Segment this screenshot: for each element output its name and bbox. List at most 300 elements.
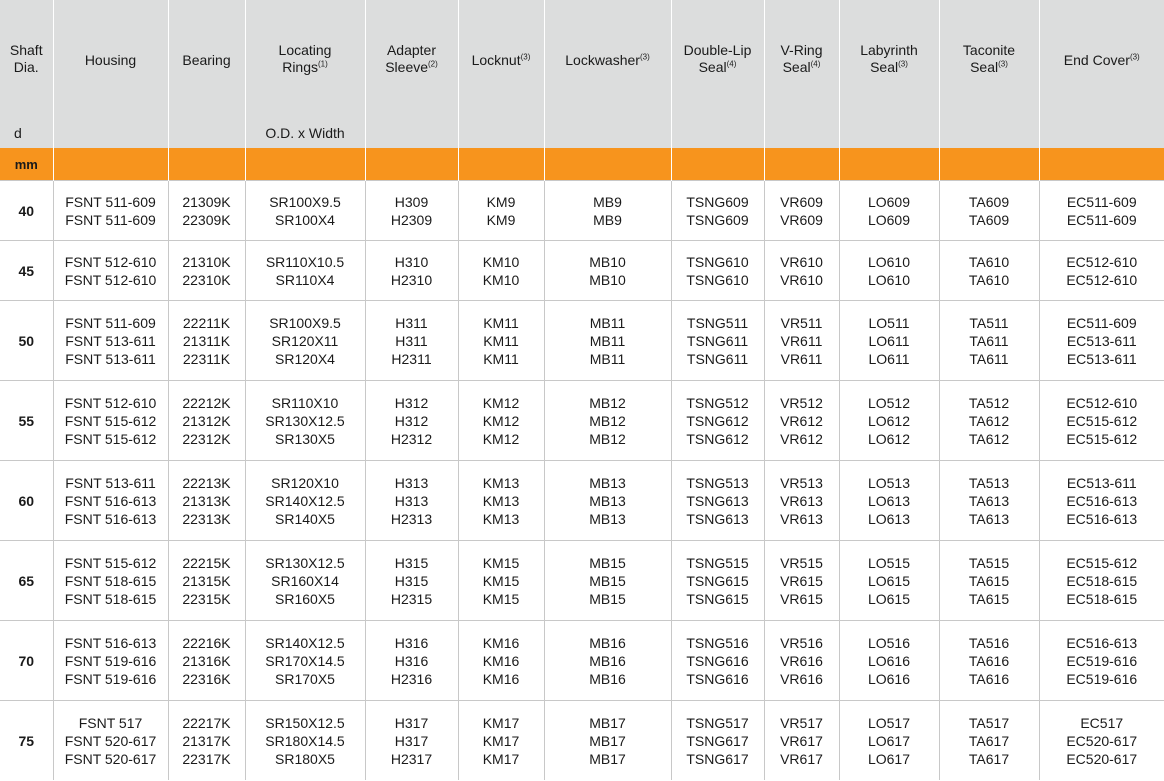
rings-value: SR160X14 <box>271 572 339 589</box>
dlseal-value: TSNG513 <box>686 474 749 491</box>
header-locknut <box>458 0 544 148</box>
shaft-diameter-cell: 50 <box>0 301 53 381</box>
rings-value: SR160X5 <box>275 590 335 607</box>
sleeve-value: H313 <box>394 492 429 509</box>
rings-value: SR130X12.5 <box>265 554 345 571</box>
shaft-diameter-cell: 55 <box>0 381 53 461</box>
units-cell <box>764 148 839 181</box>
taco-value: TA610 <box>968 253 1010 270</box>
units-cell <box>365 148 458 181</box>
table-row <box>0 541 1164 621</box>
washer-cell <box>544 621 671 701</box>
taco-value: TA615 <box>968 590 1010 607</box>
dlseal-value: TSNG615 <box>686 590 749 607</box>
laby-value: LO617 <box>867 732 911 749</box>
washer-cell <box>544 381 671 461</box>
header-dlseal-line1: Double-Lip <box>683 42 752 58</box>
header-vring-line2: Seal <box>782 59 811 75</box>
cover-cell <box>1039 701 1164 781</box>
cover-value: EC516-613 <box>1066 634 1138 651</box>
housing-cell <box>53 301 168 381</box>
bearing-value: 21312K <box>182 412 231 429</box>
table-row <box>0 241 1164 301</box>
vring-value: VR612 <box>780 430 823 447</box>
laby-value: LO615 <box>867 590 911 607</box>
cover-value: EC515-612 <box>1066 412 1138 429</box>
bearing-value: 22310K <box>182 271 231 288</box>
rings-value: SR100X9.5 <box>269 193 341 210</box>
sleeve-value: H2316 <box>390 670 433 687</box>
sleeve-value: H312 <box>394 412 429 429</box>
cover-value: EC513-611 <box>1066 474 1137 491</box>
housing-value: FSNT 513-611 <box>65 332 156 349</box>
taco-value: TA610 <box>968 271 1010 288</box>
bearing-cell <box>168 301 245 381</box>
header-vring-footnote: (4) <box>810 59 821 69</box>
cover-value: EC519-616 <box>1066 652 1138 669</box>
locknut-cell <box>458 701 544 781</box>
dlseal-cell <box>671 701 764 781</box>
header-double-lip-seal <box>671 0 764 148</box>
housing-value: FSNT 512-610 <box>64 271 157 288</box>
taco-value: TA515 <box>968 554 1010 571</box>
rings-value: SR120X4 <box>275 350 335 367</box>
vring-value: VR613 <box>780 510 823 527</box>
housing-value: FSNT 515-612 <box>64 430 157 447</box>
sleeve-cell <box>365 621 458 701</box>
bearing-value: 22212K <box>182 394 231 411</box>
sleeve-value: H315 <box>394 554 429 571</box>
bearing-value: 21316K <box>182 652 231 669</box>
dlseal-value: TSNG613 <box>686 492 749 509</box>
dlseal-cell <box>671 241 764 301</box>
cover-value: EC517 <box>1080 714 1124 731</box>
units-cell <box>168 148 245 181</box>
header-taco-line1: Taconite <box>962 42 1016 58</box>
laby-value: LO511 <box>868 314 910 331</box>
locknut-value: KM12 <box>482 394 520 411</box>
washer-value: MB17 <box>589 714 626 731</box>
locknut-value: KM16 <box>482 652 520 669</box>
taco-cell <box>939 301 1039 381</box>
housing-value: FSNT 520-617 <box>64 732 157 749</box>
sleeve-value: H2309 <box>390 211 433 228</box>
header-cover-label: End Cover <box>1063 52 1130 68</box>
vring-cell <box>764 701 839 781</box>
rings-cell <box>245 241 365 301</box>
vring-value: VR515 <box>780 554 823 571</box>
bearing-value: 21311K <box>182 332 231 349</box>
header-taco-footnote: (3) <box>998 59 1008 69</box>
vring-value: VR609 <box>780 211 823 228</box>
housing-cell <box>53 541 168 621</box>
cover-cell <box>1039 541 1164 621</box>
header-cover-footnote: (3) <box>1129 52 1140 62</box>
washer-value: MB9 <box>593 211 622 228</box>
dlseal-value: TSNG611 <box>686 350 749 367</box>
rings-value: SR180X5 <box>275 750 335 767</box>
laby-value: LO613 <box>867 510 911 527</box>
laby-value: LO616 <box>867 652 911 669</box>
locknut-value: KM16 <box>482 670 520 687</box>
cover-value: EC515-612 <box>1066 430 1138 447</box>
washer-value: MB17 <box>589 732 626 749</box>
dlseal-cell <box>671 461 764 541</box>
bearing-value: 22213K <box>182 474 231 491</box>
washer-value: MB12 <box>589 412 626 429</box>
taco-value: TA611 <box>969 332 1009 349</box>
dlseal-cell <box>671 181 764 241</box>
dlseal-value: TSNG609 <box>686 211 749 228</box>
sleeve-value: H311 <box>395 314 428 331</box>
units-row <box>0 148 1164 181</box>
shaft-diameter-cell: 75 <box>0 701 53 781</box>
dlseal-value: TSNG517 <box>686 714 749 731</box>
housing-cell <box>53 621 168 701</box>
header-dlseal-footnote: (4) <box>726 59 737 69</box>
sleeve-value: H310 <box>394 253 429 270</box>
housing-value: FSNT 520-617 <box>64 750 157 767</box>
taco-value: TA617 <box>968 732 1010 749</box>
locknut-value: KM10 <box>482 253 520 270</box>
vring-value: VR516 <box>780 634 823 651</box>
table-row <box>0 461 1164 541</box>
header-laby-footnote: (3) <box>898 59 908 69</box>
dlseal-value: TSNG617 <box>686 732 749 749</box>
table-row <box>0 381 1164 461</box>
washer-value: MB10 <box>589 253 626 270</box>
dlseal-value: TSNG516 <box>686 634 749 651</box>
taco-value: TA512 <box>968 394 1010 411</box>
vring-cell <box>764 461 839 541</box>
laby-cell <box>839 461 939 541</box>
washer-cell <box>544 241 671 301</box>
bearing-value: 22215K <box>182 554 231 571</box>
washer-cell <box>544 541 671 621</box>
dlseal-value: TSNG615 <box>686 572 749 589</box>
washer-value: MB13 <box>589 474 626 491</box>
sleeve-value: H2313 <box>390 510 433 527</box>
header-sleeve-line2: Sleeve <box>385 59 429 75</box>
housing-value: FSNT 515-612 <box>64 554 157 571</box>
rings-cell <box>245 621 365 701</box>
bearing-value: 22217K <box>182 714 231 731</box>
dlseal-value: TSNG612 <box>686 412 749 429</box>
vring-cell <box>764 301 839 381</box>
bearing-cell <box>168 461 245 541</box>
locknut-value: KM11 <box>483 314 519 331</box>
header-adapter-sleeve <box>365 0 458 148</box>
locknut-value: KM17 <box>482 732 520 749</box>
sleeve-value: H312 <box>394 394 429 411</box>
rings-value: SR130X12.5 <box>265 412 345 429</box>
taco-cell <box>939 621 1039 701</box>
header-rings-line1: Locating <box>278 42 332 58</box>
locknut-value: KM11 <box>483 350 519 367</box>
bearing-value: 22311K <box>182 350 231 367</box>
washer-value: MB13 <box>589 492 626 509</box>
rings-cell <box>245 181 365 241</box>
sleeve-value: H2317 <box>390 750 433 767</box>
washer-value: MB9 <box>593 193 622 210</box>
vring-value: VR610 <box>780 253 823 270</box>
header-end-cover <box>1039 0 1164 148</box>
vring-cell <box>764 621 839 701</box>
header-lockwasher <box>544 0 671 148</box>
taco-value: TA612 <box>968 430 1010 447</box>
housing-value: FSNT 511-609 <box>65 314 156 331</box>
rings-value: SR110X10.5 <box>265 253 345 270</box>
laby-cell <box>839 621 939 701</box>
table-body <box>0 181 1164 781</box>
sleeve-cell <box>365 241 458 301</box>
housing-cell <box>53 461 168 541</box>
taco-value: TA516 <box>968 634 1010 651</box>
rings-value: SR120X10 <box>271 474 339 491</box>
table-header-row <box>0 0 1164 148</box>
taco-value: TA617 <box>968 750 1010 767</box>
table-row <box>0 701 1164 781</box>
cover-value: EC518-615 <box>1066 590 1138 607</box>
sleeve-cell <box>365 541 458 621</box>
vring-value: VR611 <box>780 332 823 349</box>
housing-value: FSNT 513-611 <box>65 350 156 367</box>
header-washer-footnote: (3) <box>639 52 650 62</box>
rings-value: SR110X10 <box>271 394 339 411</box>
housing-value: FSNT 517 <box>78 714 143 731</box>
cover-cell <box>1039 181 1164 241</box>
units-cell <box>544 148 671 181</box>
cover-cell <box>1039 301 1164 381</box>
header-rings-subtitle: O.D. x Width <box>265 125 345 141</box>
locknut-value: KM9 <box>486 193 516 210</box>
bearing-value: 21309K <box>182 193 231 210</box>
laby-value: LO609 <box>867 211 911 228</box>
locknut-cell <box>458 181 544 241</box>
cover-cell <box>1039 621 1164 701</box>
washer-value: MB13 <box>589 510 626 527</box>
shaft-diameter-cell: 65 <box>0 541 53 621</box>
locknut-cell <box>458 241 544 301</box>
taco-value: TA615 <box>968 572 1010 589</box>
vring-value: VR610 <box>780 271 823 288</box>
cover-cell <box>1039 381 1164 461</box>
sleeve-cell <box>365 381 458 461</box>
dlseal-value: TSNG616 <box>686 670 749 687</box>
header-laby-line2: Seal <box>870 59 899 75</box>
dlseal-value: TSNG616 <box>686 652 749 669</box>
housing-value: FSNT 518-615 <box>64 572 157 589</box>
dlseal-value: TSNG512 <box>686 394 749 411</box>
taco-value: TA609 <box>968 211 1010 228</box>
sleeve-value: H316 <box>394 652 429 669</box>
header-sleeve-footnote: (2) <box>428 59 438 69</box>
dlseal-value: TSNG613 <box>686 510 749 527</box>
header-bearing <box>168 0 245 148</box>
header-rings-footnote: (1) <box>318 59 328 69</box>
vring-value: VR616 <box>780 652 823 669</box>
sleeve-value: H317 <box>394 714 429 731</box>
laby-value: LO513 <box>867 474 911 491</box>
header-labyrinth-seal <box>839 0 939 148</box>
housing-value: FSNT 513-611 <box>65 474 156 491</box>
taco-cell <box>939 541 1039 621</box>
washer-value: MB11 <box>589 314 626 331</box>
bearing-value: 22313K <box>182 510 231 527</box>
sleeve-value: H2315 <box>390 590 433 607</box>
dlseal-value: TSNG611 <box>686 332 749 349</box>
washer-value: MB11 <box>589 332 626 349</box>
rings-value: SR120X11 <box>271 332 339 349</box>
laby-cell <box>839 181 939 241</box>
cover-cell <box>1039 461 1164 541</box>
vring-value: VR512 <box>780 394 823 411</box>
header-laby-line1: Labyrinth <box>860 42 918 58</box>
rings-value: SR180X14.5 <box>265 732 345 749</box>
cover-value: EC519-616 <box>1066 670 1138 687</box>
locknut-value: KM13 <box>482 474 520 491</box>
bearing-value: 21310K <box>182 253 231 270</box>
housing-value: FSNT 512-610 <box>64 394 157 411</box>
dlseal-value: TSNG610 <box>686 271 749 288</box>
rings-cell <box>245 381 365 461</box>
laby-value: LO613 <box>867 492 911 509</box>
housing-cell <box>53 381 168 461</box>
table-row <box>0 301 1164 381</box>
cover-cell <box>1039 241 1164 301</box>
housing-value: FSNT 518-615 <box>64 590 157 607</box>
locknut-value: KM13 <box>482 492 520 509</box>
header-taco-line2: Seal <box>970 59 999 75</box>
sleeve-value: H2312 <box>390 430 433 447</box>
taco-value: TA612 <box>968 412 1010 429</box>
header-dlseal-line2: Seal <box>698 59 727 75</box>
header-shaft-line2: Dia. <box>13 59 39 75</box>
rings-value: SR140X12.5 <box>265 492 345 509</box>
laby-cell <box>839 541 939 621</box>
bearing-value: 22211K <box>182 314 231 331</box>
washer-value: MB12 <box>589 430 626 447</box>
dlseal-cell <box>671 541 764 621</box>
housing-value: FSNT 511-609 <box>65 211 156 228</box>
vring-value: VR617 <box>780 732 823 749</box>
bearing-value: 22317K <box>182 750 231 767</box>
shaft-diameter-cell: 40 <box>0 181 53 241</box>
bearing-value: 21315K <box>182 572 231 589</box>
locknut-value: KM11 <box>483 332 519 349</box>
washer-value: MB17 <box>589 750 626 767</box>
taco-value: TA616 <box>968 670 1010 687</box>
housing-cell <box>53 241 168 301</box>
rings-value: SR150X12.5 <box>265 714 345 731</box>
cover-value: EC515-612 <box>1066 554 1138 571</box>
taco-value: TA511 <box>969 314 1009 331</box>
sleeve-value: H315 <box>394 572 429 589</box>
bearing-cell <box>168 181 245 241</box>
housing-value: FSNT 519-616 <box>64 670 157 687</box>
bearing-value: 22216K <box>182 634 231 651</box>
sleeve-value: H2311 <box>391 350 432 367</box>
dlseal-value: TSNG511 <box>686 314 749 331</box>
table-row <box>0 181 1164 241</box>
dlseal-cell <box>671 621 764 701</box>
rings-value: SR140X5 <box>275 510 335 527</box>
bearing-value: 22312K <box>182 430 231 447</box>
laby-cell <box>839 701 939 781</box>
shaft-diameter-cell: 70 <box>0 621 53 701</box>
taco-cell <box>939 701 1039 781</box>
housing-cell <box>53 701 168 781</box>
vring-value: VR517 <box>780 714 823 731</box>
vring-cell <box>764 181 839 241</box>
vring-value: VR611 <box>780 350 823 367</box>
dlseal-cell <box>671 301 764 381</box>
vring-value: VR513 <box>780 474 823 491</box>
washer-value: MB15 <box>589 590 626 607</box>
washer-value: MB16 <box>589 634 626 651</box>
rings-value: SR100X4 <box>275 211 335 228</box>
vring-value: VR511 <box>780 314 823 331</box>
laby-value: LO616 <box>867 670 911 687</box>
bearing-cell <box>168 541 245 621</box>
laby-value: LO515 <box>867 554 911 571</box>
housing-value: FSNT 516-613 <box>64 492 157 509</box>
units-cell <box>245 148 365 181</box>
dlseal-value: TSNG610 <box>686 253 749 270</box>
header-shaft-line1: Shaft <box>9 42 43 58</box>
taco-value: TA611 <box>969 350 1009 367</box>
units-cell <box>53 148 168 181</box>
units-cell <box>939 148 1039 181</box>
sleeve-cell <box>365 181 458 241</box>
cover-value: EC512-610 <box>1066 394 1138 411</box>
cover-value: EC513-611 <box>1066 350 1137 367</box>
vring-cell <box>764 381 839 461</box>
vring-value: VR612 <box>780 412 823 429</box>
washer-value: MB16 <box>589 652 626 669</box>
units-label: mm <box>0 148 53 181</box>
vring-value: VR615 <box>780 590 823 607</box>
cover-value: EC520-617 <box>1066 750 1138 767</box>
cover-value: EC518-615 <box>1066 572 1138 589</box>
cover-value: EC512-610 <box>1066 253 1138 270</box>
taco-cell <box>939 181 1039 241</box>
laby-value: LO611 <box>868 332 910 349</box>
vring-cell <box>764 241 839 301</box>
locknut-cell <box>458 541 544 621</box>
dlseal-value: TSNG617 <box>686 750 749 767</box>
locknut-value: KM12 <box>482 412 520 429</box>
vring-value: VR616 <box>780 670 823 687</box>
housing-value: FSNT 519-616 <box>64 652 157 669</box>
cover-value: EC516-613 <box>1066 510 1138 527</box>
header-v-ring-seal <box>764 0 839 148</box>
housing-cell <box>53 181 168 241</box>
sleeve-cell <box>365 701 458 781</box>
bearing-value: 21317K <box>182 732 231 749</box>
dlseal-cell <box>671 381 764 461</box>
housing-value: FSNT 512-610 <box>64 253 157 270</box>
locknut-cell <box>458 301 544 381</box>
laby-value: LO612 <box>867 430 911 447</box>
shaft-diameter-cell: 60 <box>0 461 53 541</box>
laby-value: LO517 <box>867 714 911 731</box>
cover-value: EC513-611 <box>1066 332 1137 349</box>
bearing-value: 22309K <box>182 211 231 228</box>
sleeve-cell <box>365 461 458 541</box>
rings-cell <box>245 701 365 781</box>
cover-value: EC511-609 <box>1066 211 1137 228</box>
